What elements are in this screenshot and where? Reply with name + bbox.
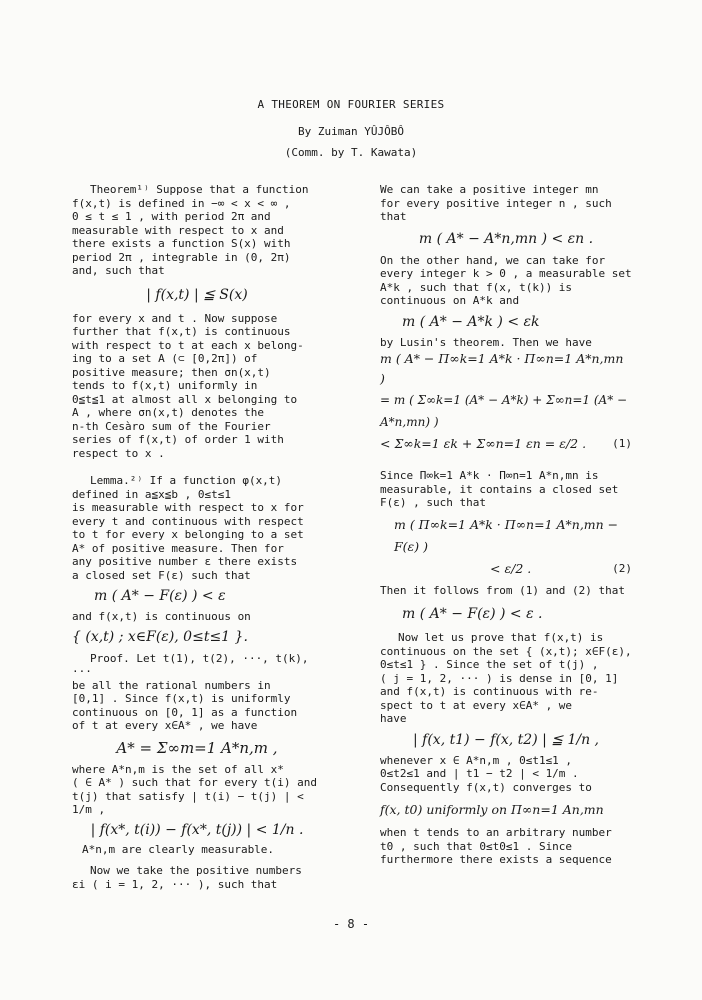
text-line: [0,1] . Since f(x,t) is uniformly	[72, 692, 291, 705]
communicated-by: (Comm. by T. Kawata)	[284, 146, 418, 159]
text-line: continuous on the set { (x,t); x∈F(ε),	[380, 644, 632, 658]
text-line: 0≤t2≤1 and | t1 − t2 | < 1/m .	[380, 767, 579, 780]
text-line: is measurable with respect to x for	[72, 501, 304, 514]
equation: < Σ∞k=1 εk + Σ∞n=1 εn = ε/2 .	[380, 436, 587, 451]
equation-number: (1)	[612, 437, 632, 450]
text-line: A*k , such that f(x, t(k)) is	[380, 280, 573, 294]
text-line: every integer k > 0 , a measurable set	[380, 267, 632, 280]
text-line: F(ε) , such that	[380, 496, 486, 509]
text-line: A* of positive measure. Then for	[72, 541, 284, 555]
equation: { (x,t) ; x∈F(ε), 0≤t≤1 }.	[72, 628, 248, 645]
equation: | f(x,t) | ≦ S(x)	[146, 286, 248, 303]
left-column	[72, 183, 322, 891]
text-line: 0≦t≦1 at almost all x belonging to	[72, 392, 298, 406]
text-line: ing to a set A (⊂ [0,2π]) of	[72, 352, 258, 365]
text-line: 0 ≤ t ≤ 1 , with period 2π and	[72, 210, 271, 223]
equation: m ( A* − F(ε) ) < ε .	[402, 606, 543, 622]
text-line: On the other hand, we can take for	[380, 253, 606, 267]
right-column	[380, 183, 632, 867]
text-line: further that f(x,t) is continuous	[72, 325, 291, 338]
equation: f(x, t0) uniformly on Π∞n=1 An,mn	[380, 802, 604, 817]
text-line: Since Π∞k=1 A*k · Π∞n=1 A*n,mn is	[380, 469, 599, 482]
text-line: Then it follows from (1) and (2) that	[380, 583, 626, 597]
equation: A* = Σ∞m=1 A*n,m ,	[116, 738, 278, 757]
text-line: We can take a positive integer mn	[380, 183, 599, 196]
equation: < ε/2 .	[490, 560, 532, 576]
text-line: Consequently f(x,t) converges to	[380, 780, 592, 794]
text-line: Proof. Let t(1), t(2), ···, t(k), ···	[72, 651, 309, 678]
equation: = m ( Σ∞k=1 (A* − A*k) + Σ∞n=1 (A* − A*n,mn) )	[380, 393, 628, 429]
text-line: and f(x,t) is continuous with re-	[380, 685, 599, 698]
text-line: there exists a function S(x) with	[72, 237, 291, 250]
text-line: period 2π , integrable in (0, 2π)	[72, 250, 291, 264]
text-line: A , where σn(x,t) denotes the	[72, 406, 265, 419]
text-line: positive measure; then σn(x,t)	[72, 365, 271, 379]
text-line: by Lusin's theorem. Then we have	[380, 335, 592, 349]
text-line: t(j) that satisfy | t(i) − t(j) | < 1/m ,	[72, 789, 304, 816]
equation: m ( A* − A*n,mn ) < εn .	[418, 230, 594, 247]
text-line: 0≤t≤1 } . Since the set of t(j) ,	[380, 658, 599, 671]
text-line: Now we take the positive numbers	[90, 864, 302, 877]
equation: m ( Π∞k=1 A*k · Π∞n=1 A*n,mn − F(ε) )	[394, 516, 619, 554]
text-line: t0 , such that 0≤t0≤1 . Since	[380, 839, 573, 853]
text-line: be all the rational numbers in	[72, 678, 271, 692]
text-line: when t tends to an arbitrary number	[380, 826, 612, 839]
equation-row	[380, 558, 632, 580]
text-line: εi ( i = 1, 2, ··· ), such that	[72, 877, 278, 891]
page-number: - 8 -	[332, 917, 370, 931]
text-line: a closed set F(ε) such that	[72, 568, 251, 582]
text-line: Theorem¹⁾ Suppose that a function	[90, 183, 309, 196]
text-line: to t for every x belonging to a set	[72, 528, 304, 541]
text-line: for every x and t . Now suppose	[72, 311, 278, 325]
text-line: and, such that	[72, 264, 165, 277]
text-line: n-th Cesàro sum of the Fourier	[72, 419, 271, 433]
text-line: f(x,t) is defined in −∞ < x < ∞ ,	[72, 196, 291, 210]
text-line: Now let us prove that f(x,t) is	[398, 631, 604, 644]
text-line: and f(x,t) is continuous on	[72, 610, 251, 623]
text-line: Lemma.²⁾ If a function φ(x,t)	[90, 474, 283, 487]
text-line: respect to x .	[72, 446, 165, 460]
equation-row	[380, 433, 632, 455]
text-line: measurable, it contains a closed set	[380, 482, 619, 496]
text-line: continuous on A*k and	[380, 294, 520, 307]
text-line: spect to t at every x∈A* , we	[380, 698, 573, 712]
text-line: tends to f(x,t) uniformly in	[72, 379, 258, 392]
text-line: any positive number ε there exists	[72, 555, 298, 568]
text-line: of t at every x∈A* , we have	[72, 719, 258, 732]
text-line: ( ∈ A* ) such that for every t(i) and	[72, 776, 318, 789]
text-line: for every positive integer n , such	[380, 196, 612, 210]
text-line: have	[380, 712, 407, 725]
text-line: series of f(x,t) of order 1 with	[72, 433, 284, 446]
paper-title: A THEOREM ON FOURIER SERIES	[257, 98, 445, 111]
text-line: A*n,m are clearly measurable.	[82, 842, 275, 856]
text-line: whenever x ∈ A*n,m , 0≤t1≤1 ,	[380, 753, 573, 767]
equation: | f(x, t1) − f(x, t2) | ≦ 1/n ,	[412, 731, 599, 748]
equation: | f(x*, t(i)) − f(x*, t(j)) | < 1/n .	[90, 821, 304, 838]
text-line: that	[380, 210, 407, 223]
text-line: with respect to t at each x belong-	[72, 338, 304, 352]
text-line: continuous on [0, 1] as a function	[72, 705, 298, 719]
equation-number: (2)	[612, 561, 632, 575]
text-line: defined in a≦x≦b , 0≤t≤1	[72, 487, 231, 501]
text-line: furthermore there exists a sequence	[380, 853, 612, 866]
text-line: every t and continuous with respect	[72, 514, 304, 528]
text-line: ( j = 1, 2, ··· ) is dense in [0, 1]	[380, 671, 619, 685]
equation: m ( A* − F(ε) ) < ε	[94, 588, 226, 604]
text-line: where A*n,m is the set of all x*	[72, 762, 284, 776]
text-line: measurable with respect to x and	[72, 223, 284, 237]
equation: m ( A* − Π∞k=1 A*k · Π∞n=1 A*n,mn )	[380, 351, 624, 386]
author-byline: By Zuiman YÛJÔBÔ	[298, 125, 404, 138]
equation: m ( A* − A*k ) < εk	[402, 313, 540, 330]
